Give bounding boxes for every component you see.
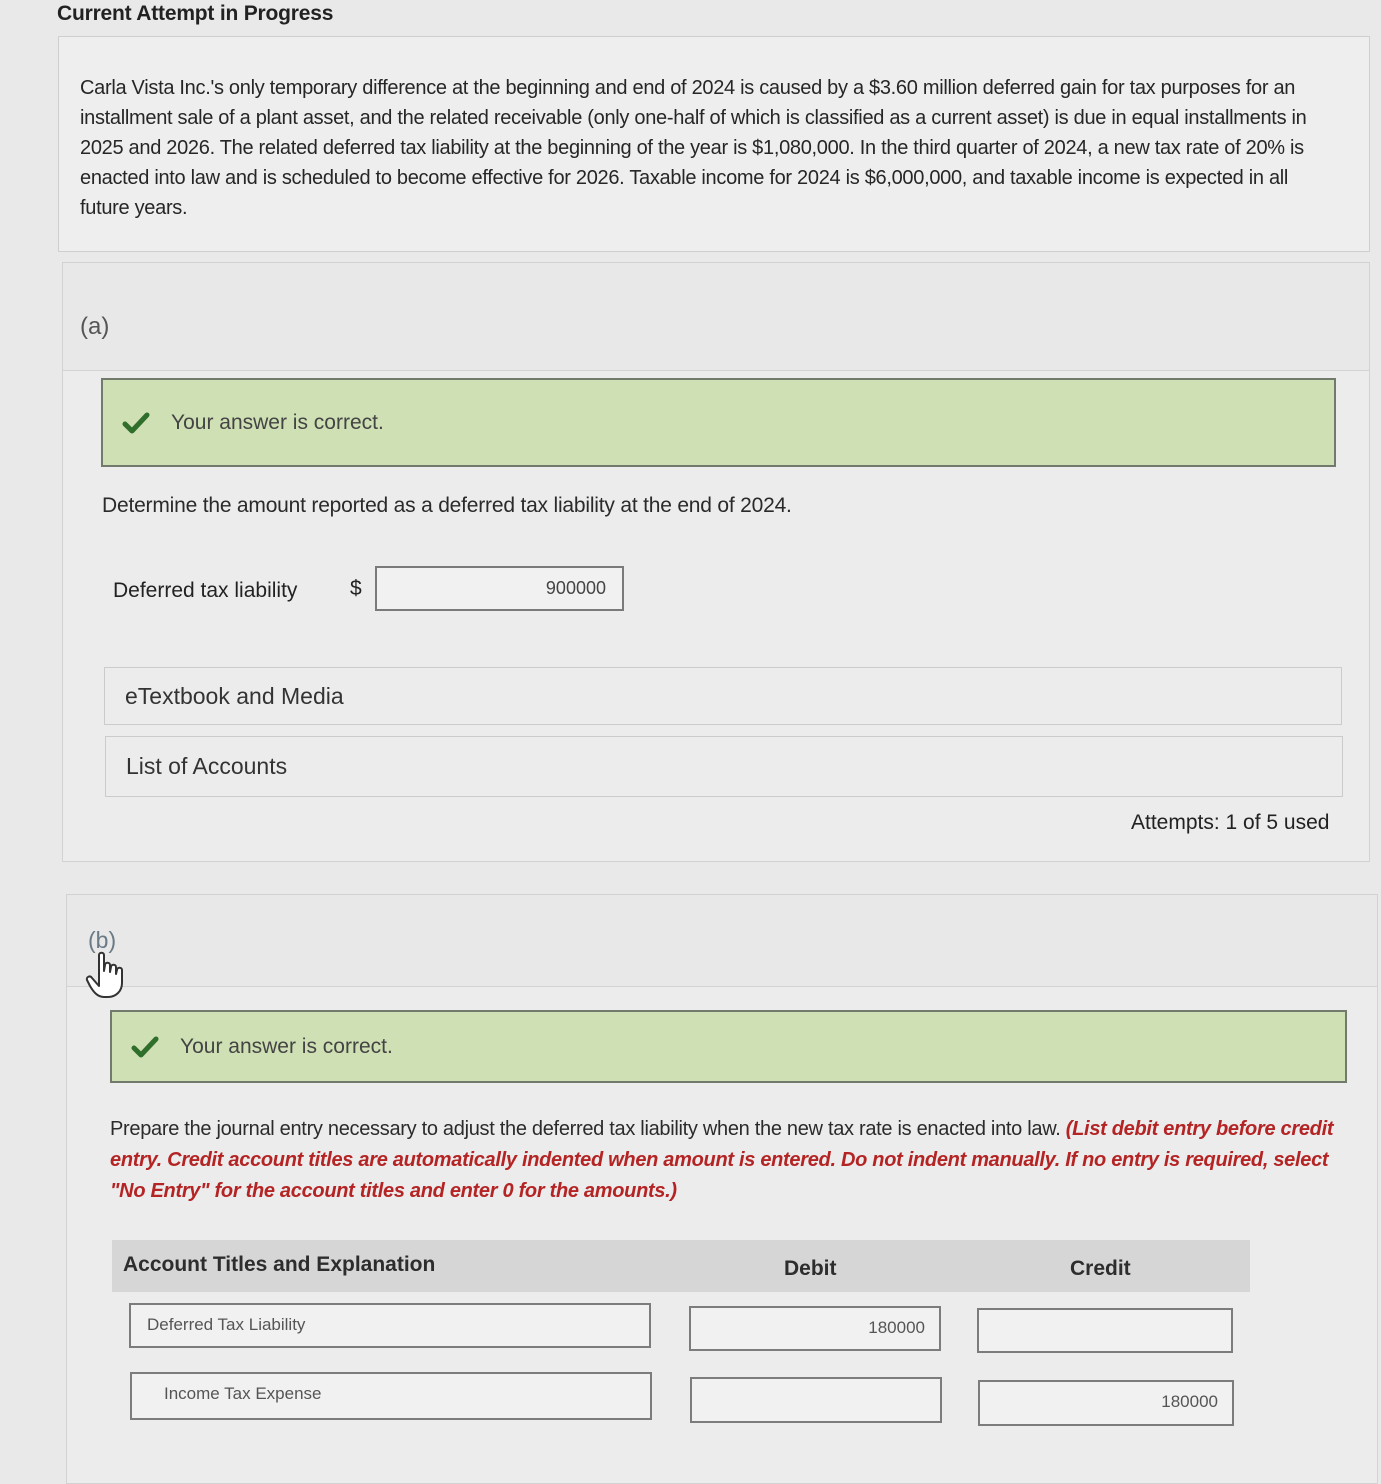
problem-statement-text: Carla Vista Inc.'s only temporary difference at the beginning and end of 2024 is caused by a $3.60 million deferred gain for tax purposes for an installment sale of a plant asset, and the related receivable (only one-half of which is classified as a current asset) is due in equal installments in 2025 and 2026. The related deferred tax liability at the beginning of the year is $1,080,000. In the third quarter of 2024, a new tax rate of 20% is enacted into law and is scheduled to become effective for 2026. Taxable income for 2024 is $6,000,000, and taxable income is expected in all future years. [80,77,1307,219]
journal-row-1-credit-input[interactable] [977,1308,1233,1353]
journal-row-2-credit-input[interactable]: 180000 [978,1380,1234,1426]
part-a-header[interactable] [63,263,1369,371]
page-title: Current Attempt in Progress [57,2,334,25]
journal-row-2-account-input[interactable]: Income Tax Expense [130,1372,652,1420]
debit-header: Debit [784,1257,837,1280]
part-a-question: Determine the amount reported as a deferred tax liability at the end of 2024. [102,494,792,517]
part-a-correct-banner [101,378,1336,467]
credit-header: Credit [1070,1257,1131,1280]
attempts-counter: Attempts: 1 of 5 used [1131,811,1330,834]
journal-row-1-account-input[interactable]: Deferred Tax Liability [129,1303,651,1348]
part-b-feedback-text: Your answer is correct. [180,1034,393,1058]
etextbook-media-link[interactable]: eTextbook and Media [104,667,1342,725]
journal-table-header [112,1240,1250,1292]
journal-row-2-debit-input[interactable] [690,1377,942,1423]
problem-statement-box [58,36,1370,252]
currency-symbol: $ [350,577,362,600]
part-b-instruction-note: (List debit entry before credit entry. Credit account titles are automatically indented when amount is entered. Do not indent manually. If no entry is required, select "No Entry" for the account titles and enter 0 for the amounts.) [110,1118,1334,1202]
deferred-tax-liability-label: Deferred tax liability [113,579,298,602]
part-b-label: (b) [88,927,117,953]
part-a-feedback-text: Your answer is correct. [171,410,384,434]
pointer-hand-icon [85,951,125,999]
deferred-tax-liability-input[interactable]: 900000 [375,566,624,611]
part-b-instruction-text: Prepare the journal entry necessary to adjust the deferred tax liability when the new tax rate is enacted into law. [110,1118,1061,1140]
checkmark-icon [121,408,151,438]
account-titles-header: Account Titles and Explanation [123,1253,436,1276]
list-of-accounts-link[interactable]: List of Accounts [105,736,1343,797]
part-b-correct-banner [110,1010,1347,1083]
journal-row-1-debit-input[interactable]: 180000 [689,1306,941,1351]
part-b-instructions [110,1114,1335,1207]
part-b-header[interactable] [67,895,1377,987]
part-a-label: (a) [80,313,110,340]
checkmark-icon [130,1032,160,1062]
